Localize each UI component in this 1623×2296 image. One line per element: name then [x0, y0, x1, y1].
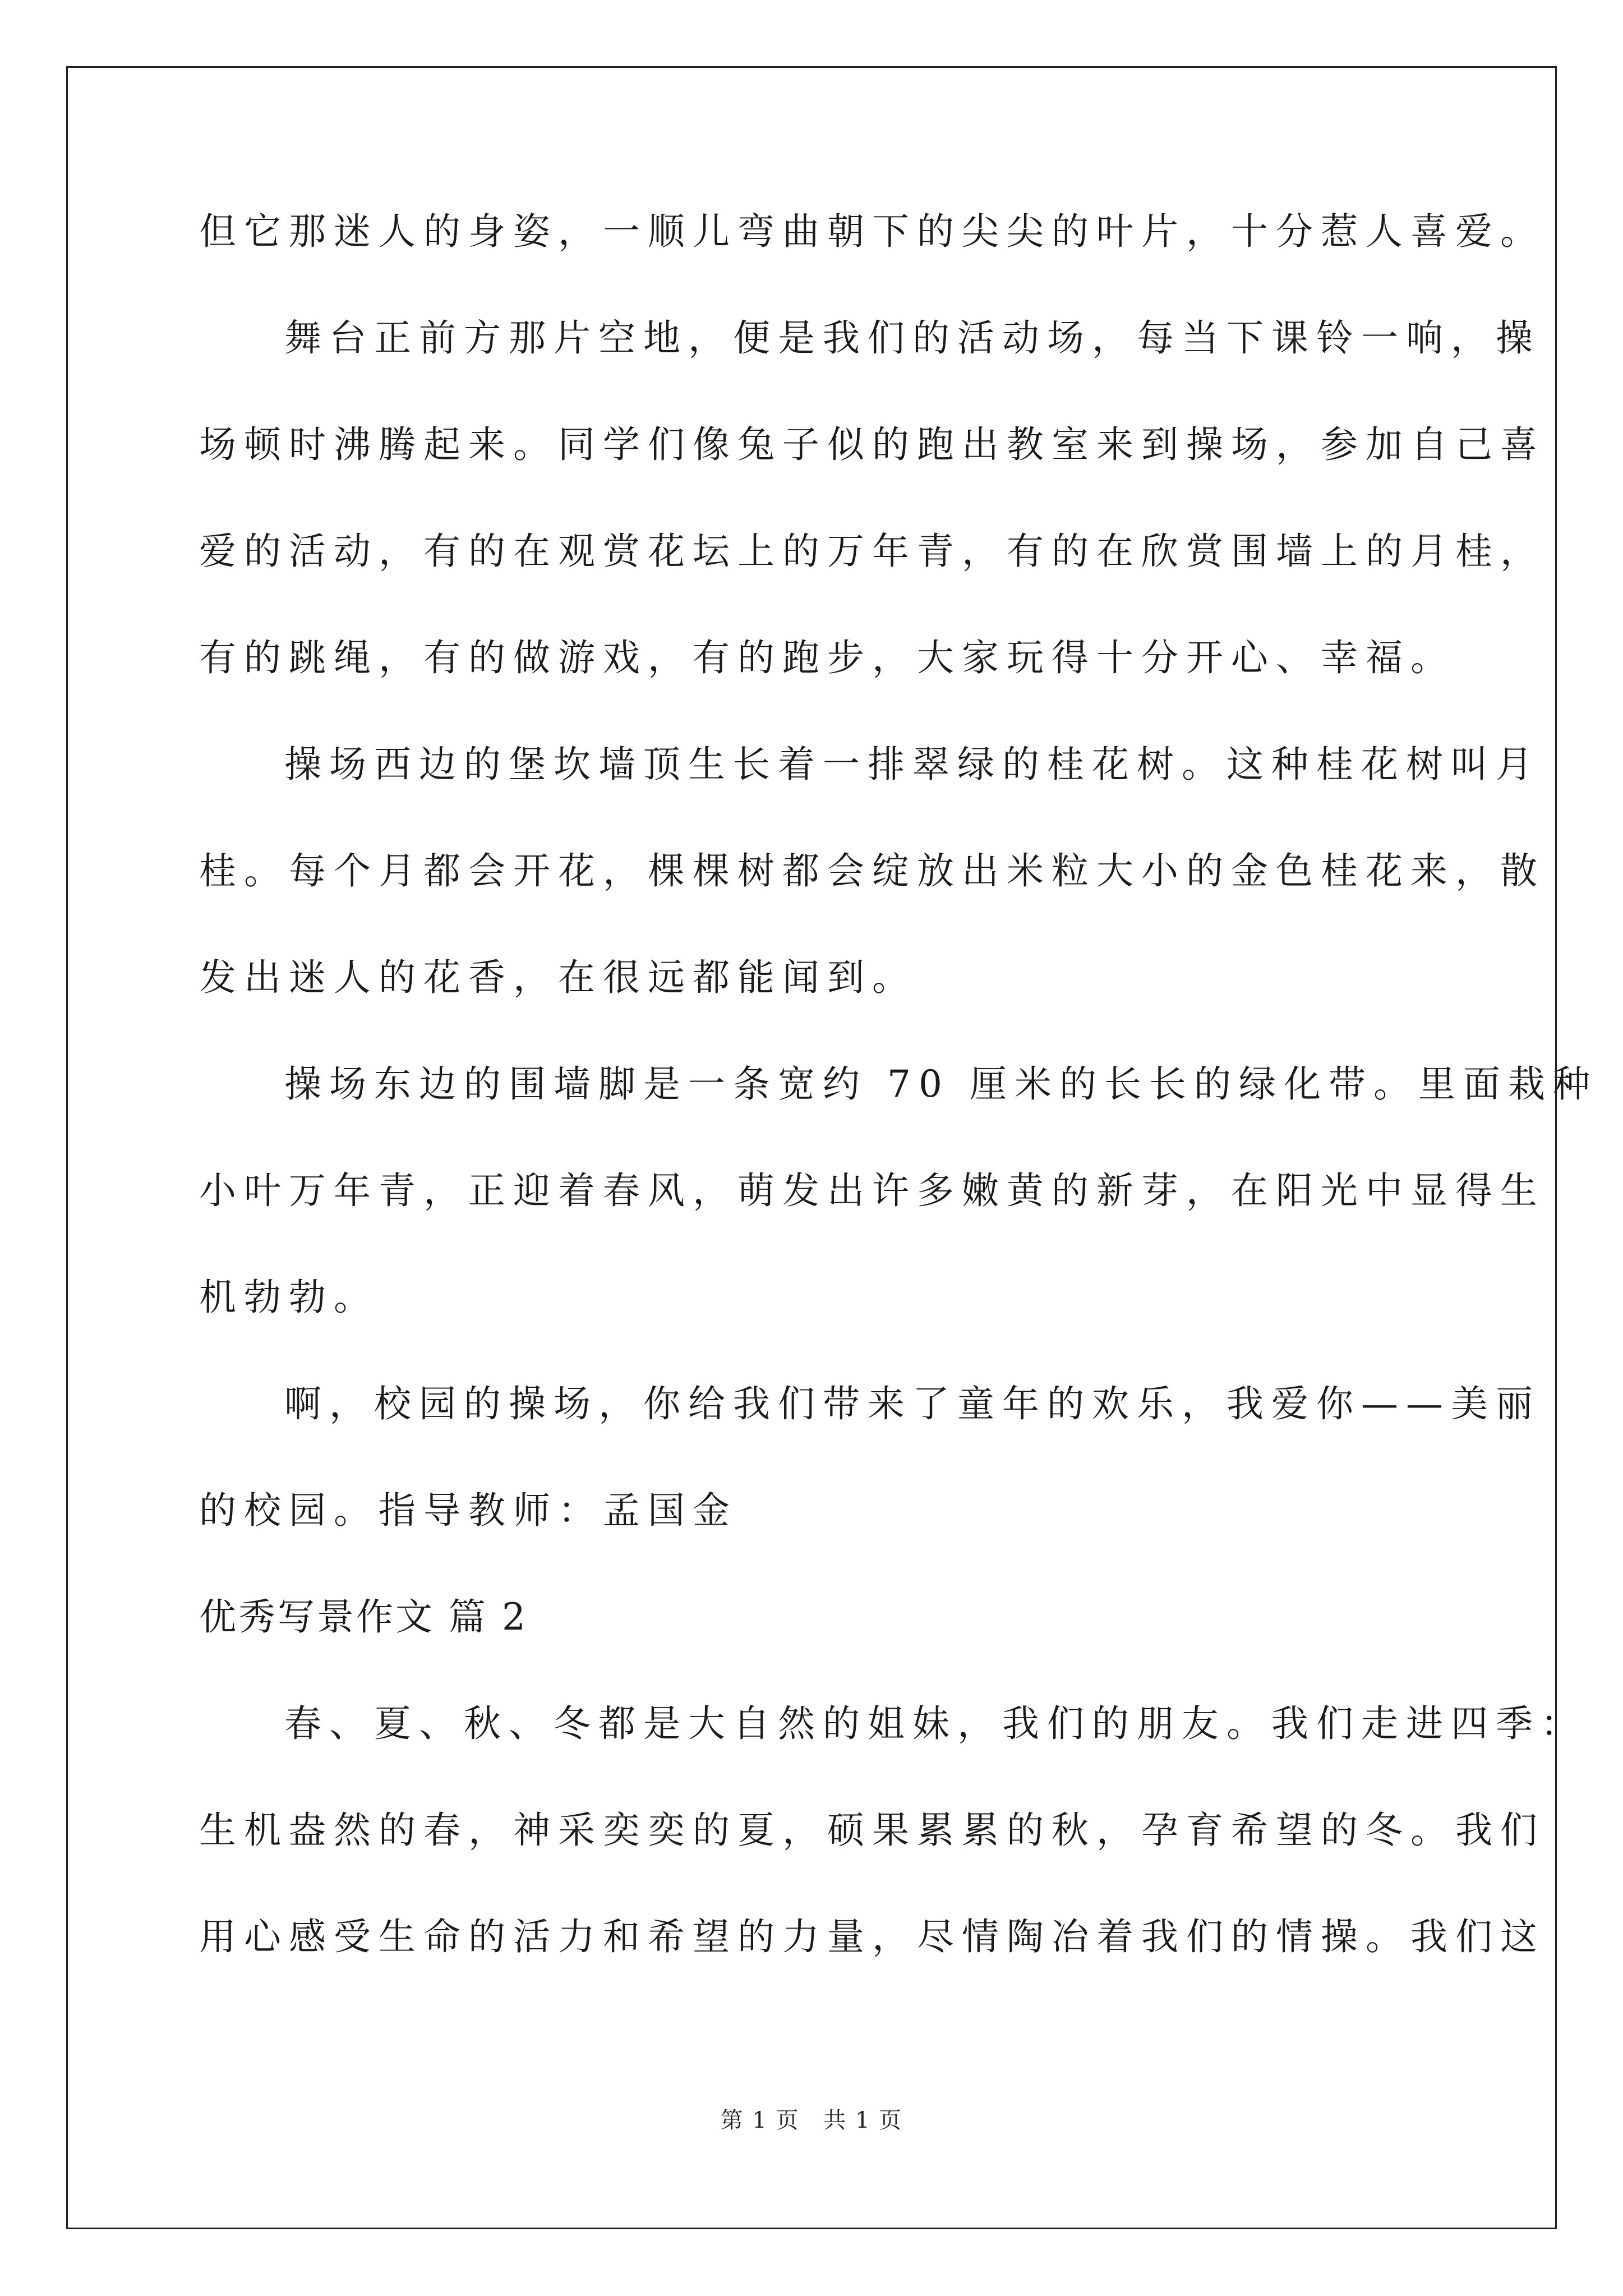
section-heading: 优秀写景作文 篇 2 [199, 1595, 528, 1639]
text-line: 生机盎然的春，神采奕奕的夏，硕果累累的秋，孕育希望的冬。我们 [199, 1809, 1545, 1852]
paragraph-first-line: 舞台正前方那片空地，便是我们的活动场，每当下课铃一响，操 [284, 316, 1541, 360]
text-line: 小叶万年青，正迎着春风，萌发出许多嫩黄的新芽，在阳光中显得生 [199, 1169, 1545, 1212]
paragraph-first-line: 操场东边的围墙脚是一条宽约 70 厘米的长长的绿化带。里面栽种 [284, 1062, 1598, 1106]
text-line: 但它那迷人的身姿，一顺儿弯曲朝下的尖尖的叶片，十分惹人喜爱。 [199, 210, 1545, 253]
text-line: 发出迷人的花香，在很远都能闻到。 [199, 956, 917, 999]
paragraph-first-line: 操场西边的堡坎墙顶生长着一排翠绿的桂花树。这种桂花树叫月 [284, 743, 1541, 786]
text-line: 桂。每个月都会开花，棵棵树都会绽放出米粒大小的金色桂花来，散 [199, 849, 1545, 892]
text-line: 用心感受生命的活力和希望的力量，尽情陶冶着我们的情操。我们这 [199, 1915, 1545, 1958]
text-line: 有的跳绳，有的做游戏，有的跑步，大家玩得十分开心、幸福。 [199, 636, 1455, 679]
page-number: 第 1 页 [720, 2108, 800, 2133]
text-line: 的校园。指导教师：孟国金 [199, 1489, 737, 1532]
page-total: 共 1 页 [823, 2108, 903, 2133]
page-footer [0, 2102, 1623, 2134]
text-line: 爱的活动，有的在观赏花坛上的万年青，有的在欣赏围墙上的月桂， [199, 530, 1545, 573]
paragraph-first-line: 春、夏、秋、冬都是大自然的姐妹，我们的朋友。我们走进四季： [284, 1702, 1585, 1745]
page-border [66, 66, 1557, 2229]
text-line: 机勃勃。 [199, 1276, 379, 1319]
paragraph-first-line: 啊，校园的操场，你给我们带来了童年的欢乐，我爱你——美丽 [284, 1382, 1541, 1425]
text-line: 场顿时沸腾起来。同学们像兔子似的跑出教室来到操场，参加自己喜 [199, 423, 1545, 466]
